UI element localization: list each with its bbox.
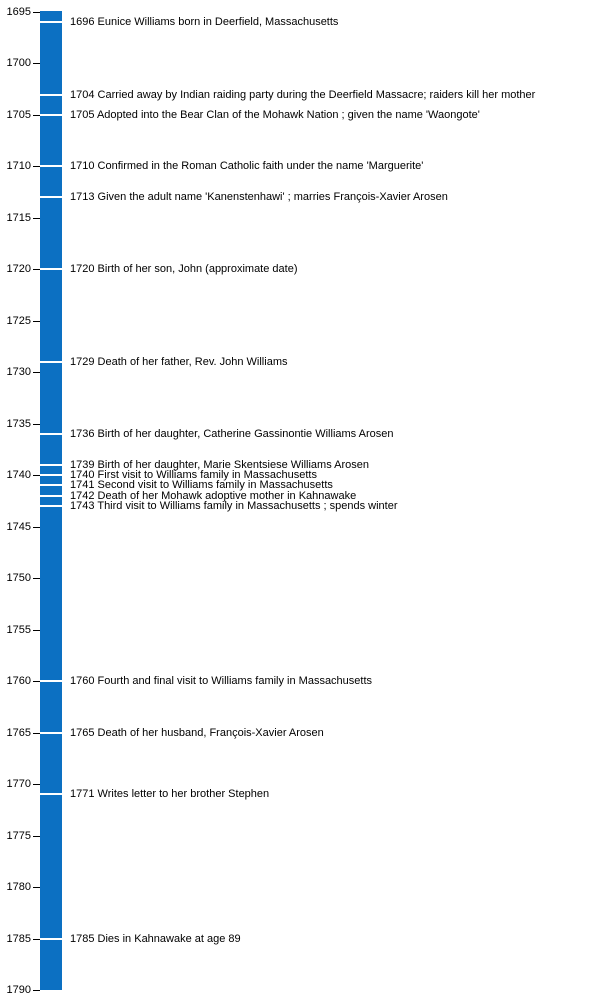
axis-tick-mark <box>33 733 40 734</box>
axis-tick-mark <box>33 681 40 682</box>
event-year: 1742 <box>70 489 95 502</box>
axis-tick-mark <box>33 475 40 476</box>
event-year: 1710 <box>70 160 95 172</box>
event-year: 1736 <box>70 427 95 440</box>
event-marker-line <box>40 361 62 363</box>
event-marker-line <box>40 680 62 682</box>
axis-year-label: 1790 <box>6 984 31 996</box>
axis-tick-mark <box>33 12 40 13</box>
axis-year-label: 1730 <box>6 366 31 378</box>
event-marker-line <box>40 793 62 795</box>
axis-year-label: 1780 <box>6 881 31 893</box>
axis-year-label: 1750 <box>6 572 31 584</box>
event-text: Death of her father, Rev. John Williams <box>97 355 288 368</box>
event-marker-line <box>40 505 62 507</box>
axis-year-label: 1760 <box>6 675 31 687</box>
event-year: 1743 <box>70 499 95 512</box>
event-year: 1729 <box>70 355 95 368</box>
event-text: Writes letter to her brother Stephen <box>97 788 270 801</box>
event-marker-line <box>40 474 62 476</box>
axis-year-label: 1725 <box>6 314 31 327</box>
event-text: Death of her Mohawk adoptive mother in Kahnawake <box>97 489 357 502</box>
axis-tick-mark <box>33 424 40 425</box>
event-text: Fourth and final visit to Williams family in Massachusetts <box>97 675 373 687</box>
timeline-event <box>70 933 241 945</box>
axis-year-label: 1740 <box>6 469 31 481</box>
axis-year-label: 1720 <box>6 263 31 275</box>
event-marker-line <box>40 165 62 167</box>
event-text: Carried away by Indian raiding party during the Deerfield Massacre; raiders kill her mother <box>97 89 536 102</box>
event-year: 1765 <box>70 726 95 739</box>
timeline-event <box>70 191 448 203</box>
axis-tick-mark <box>33 939 40 940</box>
axis-year-label: 1715 <box>6 211 31 224</box>
axis-tick-mark <box>33 990 40 991</box>
axis-year-label: 1735 <box>6 417 31 430</box>
timeline-event <box>70 356 287 368</box>
timeline-event <box>70 263 298 275</box>
timeline-event <box>70 16 338 28</box>
event-marker-line <box>40 938 62 940</box>
event-text: Birth of her daughter, Marie Skentsiese Williams Arosen <box>97 458 370 471</box>
event-text: Eunice Williams born in Deerfield, Massachusetts <box>97 15 339 28</box>
axis-tick-mark <box>33 630 40 631</box>
event-text: Birth of her daughter, Catherine Gassinontie Williams Arosen <box>97 427 394 440</box>
axis-year-label: 1705 <box>6 108 31 121</box>
event-text: Death of her husband, François-Xavier Arosen <box>97 726 324 739</box>
timeline-event <box>70 89 535 101</box>
event-year: 1760 <box>70 675 95 687</box>
axis-tick-mark <box>33 115 40 116</box>
axis-tick-mark <box>33 321 40 322</box>
axis-tick-mark <box>33 372 40 373</box>
axis-tick-mark <box>33 269 40 270</box>
timeline-event <box>70 675 372 687</box>
axis-year-label: 1775 <box>6 829 31 842</box>
event-marker-line <box>40 268 62 270</box>
event-year: 1704 <box>70 89 95 102</box>
axis-tick-mark <box>33 887 40 888</box>
axis-year-label: 1710 <box>6 160 31 172</box>
event-text: Adopted into the Bear Clan of the Mohawk Nation ; given the name 'Waongote' <box>96 108 480 121</box>
event-year: 1771 <box>70 788 95 801</box>
event-text: Confirmed in the Roman Catholic faith under the name 'Marguerite' <box>97 160 424 172</box>
timeline-bar <box>40 11 62 990</box>
axis-tick-mark <box>33 578 40 579</box>
axis-year-label: 1700 <box>6 57 31 69</box>
axis-year-label: 1695 <box>6 5 31 18</box>
event-marker-line <box>40 495 62 497</box>
axis-year-label: 1745 <box>6 520 31 533</box>
axis-tick-mark <box>33 527 40 528</box>
axis-year-label: 1765 <box>6 726 31 739</box>
event-marker-line <box>40 433 62 435</box>
timeline-event <box>70 500 398 512</box>
event-year: 1741 <box>70 479 95 492</box>
event-text: Third visit to Williams family in Massachusetts ; spends winter <box>97 499 398 512</box>
event-text: First visit to Williams family in Massachusetts <box>97 469 317 481</box>
event-text: Dies in Kahnawake at age 89 <box>97 932 241 945</box>
axis-tick-mark <box>33 218 40 219</box>
axis-tick-mark <box>33 784 40 785</box>
event-year: 1739 <box>70 458 95 471</box>
timeline-event <box>70 109 480 121</box>
timeline-event <box>70 788 269 800</box>
timeline-event <box>70 160 423 172</box>
event-year: 1713 <box>70 190 95 203</box>
event-marker-line <box>40 94 62 96</box>
axis-year-label: 1770 <box>6 778 31 790</box>
event-year: 1740 <box>70 469 95 481</box>
timeline-event <box>70 428 393 440</box>
event-marker-line <box>40 732 62 734</box>
axis-tick-mark <box>33 836 40 837</box>
axis-year-label: 1755 <box>6 623 31 636</box>
event-text: Given the adult name 'Kanenstenhawi' ; marries François-Xavier Arosen <box>97 190 448 203</box>
event-marker-line <box>40 484 62 486</box>
event-text: Birth of her son, John (approximate date) <box>97 263 298 275</box>
timeline-event <box>70 727 324 739</box>
event-marker-line <box>40 196 62 198</box>
axis-tick-mark <box>33 63 40 64</box>
event-text: Second visit to Williams family in Massachusetts <box>97 479 333 492</box>
event-marker-line <box>40 114 62 116</box>
event-year: 1720 <box>70 263 95 275</box>
event-marker-line <box>40 464 62 466</box>
event-marker-line <box>40 21 62 23</box>
event-year: 1785 <box>70 932 95 945</box>
axis-tick-mark <box>33 166 40 167</box>
event-year: 1705 <box>70 108 95 121</box>
axis-year-label: 1785 <box>6 932 31 945</box>
event-year: 1696 <box>70 15 95 28</box>
